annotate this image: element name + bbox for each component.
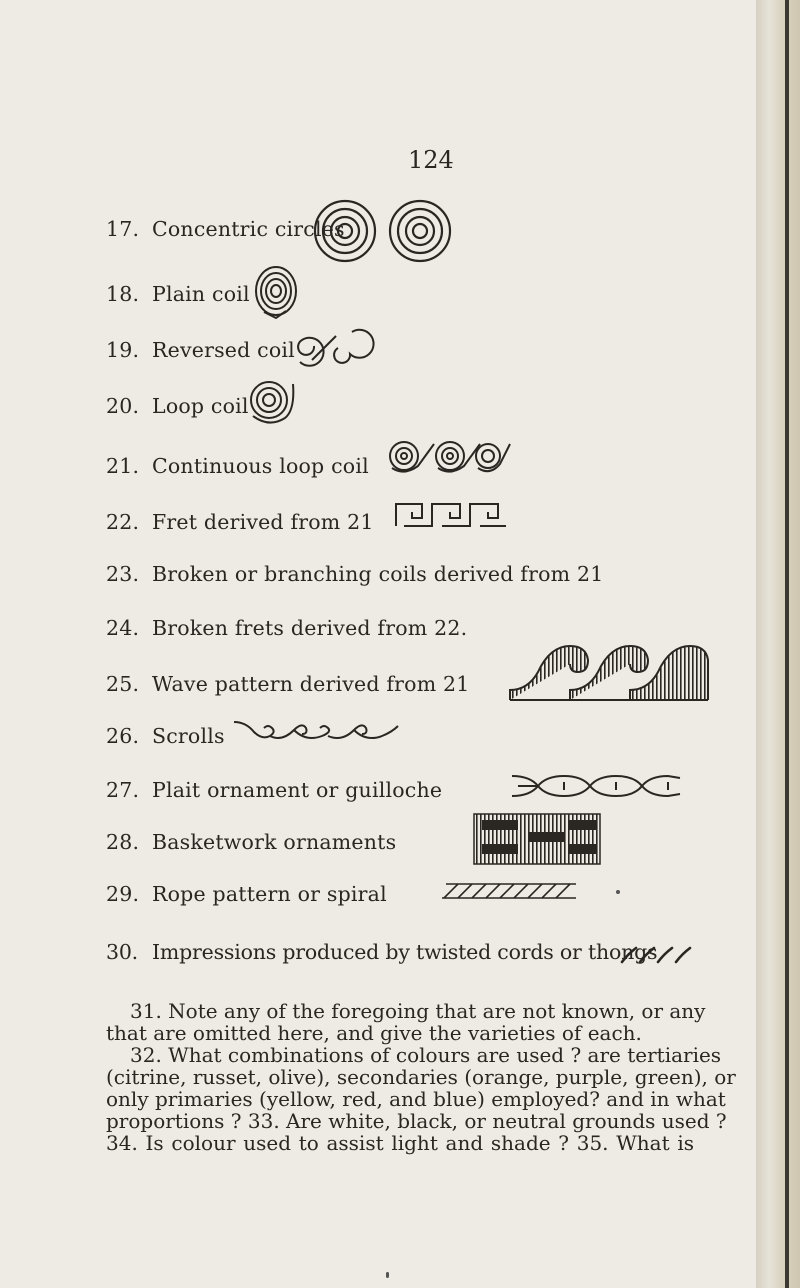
paragraph-line: only primaries (yellow, red, and blue) employed? and in what <box>106 1087 726 1111</box>
item-label: Rope pattern or spiral <box>152 882 387 906</box>
guilloche-ornament <box>508 768 684 804</box>
item-number: 27. <box>106 778 140 802</box>
list-item <box>106 282 250 306</box>
item-label: Concentric circles <box>152 217 345 241</box>
item-label: Broken frets derived from 22. <box>152 616 468 640</box>
list-item <box>106 562 603 586</box>
item-label: Plait ornament or guilloche <box>152 778 443 802</box>
item-label: Basketwork ornaments <box>152 830 397 854</box>
item-number: 28. <box>106 830 140 854</box>
rope-pattern-ornament <box>440 880 580 902</box>
item-label: Continuous loop coil <box>152 454 369 478</box>
list-item <box>106 510 374 534</box>
item-number: 17. <box>106 217 140 241</box>
item-label: Fret derived from 21 <box>152 510 374 534</box>
item-label: Broken or branching coils derived from 21 <box>152 562 604 586</box>
list-item <box>106 338 295 362</box>
stray-mark <box>386 1272 389 1278</box>
plain-coil-ornament <box>252 264 302 322</box>
item-label: Wave pattern derived from 21 <box>152 672 470 696</box>
item-number: 20. <box>106 394 140 418</box>
basketwork-ornament <box>472 810 602 866</box>
wave-pattern-ornament <box>508 640 710 704</box>
list-item <box>106 217 345 241</box>
list-item <box>106 830 396 854</box>
item-number: 23. <box>106 562 140 586</box>
item-number: 26. <box>106 724 140 748</box>
item-number: 30. <box>106 940 139 964</box>
loop-coil-ornament <box>245 378 303 426</box>
page-fold-line <box>785 0 789 1288</box>
stray-mark <box>616 890 620 894</box>
list-item <box>106 394 249 418</box>
fret-ornament <box>394 500 544 530</box>
continuous-loop-coil-ornament <box>384 436 514 486</box>
item-number: 18. <box>106 282 140 306</box>
reversed-coil-ornament <box>292 330 362 364</box>
paragraph-line: that are omitted here, and give the varieties of each. <box>106 1021 642 1045</box>
paragraph-line: 31. Note any of the foregoing that are not known, or any <box>130 999 706 1023</box>
paragraph-line: proportions ? 33. Are white, black, or neutral grounds used ? <box>106 1109 727 1133</box>
paragraph-line: 34. Is colour used to assist light and shade ? 35. What is <box>106 1131 694 1155</box>
item-number: 19. <box>106 338 140 362</box>
list-item <box>106 724 225 748</box>
item-number: 25. <box>106 672 140 696</box>
list-item <box>106 940 657 964</box>
item-number: 29. <box>106 882 140 906</box>
paragraph-line: (citrine, russet, olive), secondaries (orange, purple, green), or <box>106 1065 736 1089</box>
page-number: 124 <box>408 146 454 174</box>
item-label: Scrolls <box>152 724 225 748</box>
item-label: Impressions produced by twisted cords or thongs <box>152 940 658 964</box>
scrolls-ornament <box>232 716 402 746</box>
list-item <box>106 882 387 906</box>
adjacent-page-edge <box>756 0 800 1288</box>
item-number: 24. <box>106 616 140 640</box>
item-label: Plain coil <box>152 282 250 306</box>
item-label: Loop coil <box>152 394 249 418</box>
item-label: Reversed coil <box>152 338 295 362</box>
list-item <box>106 778 442 802</box>
list-item <box>106 454 369 478</box>
questions-paragraph <box>106 999 736 1155</box>
twisted-cord-ornament <box>618 944 694 966</box>
list-item <box>106 672 470 696</box>
item-number: 22. <box>106 510 140 534</box>
list-item <box>106 616 467 640</box>
paragraph-line: 32. What combinations of colours are used ? are tertiaries <box>130 1043 722 1067</box>
item-number: 21. <box>106 454 140 478</box>
concentric-circles-ornament <box>310 196 480 266</box>
